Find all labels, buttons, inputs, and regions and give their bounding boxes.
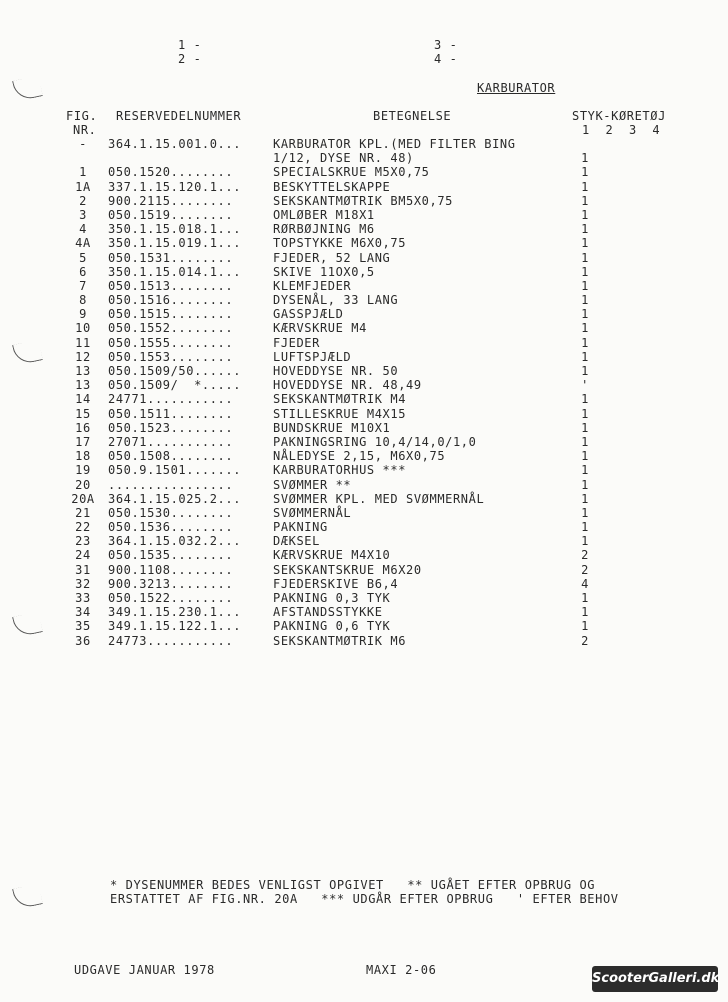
table-row [0, 449, 728, 463]
fig-number: 16 [75, 420, 91, 435]
table-row [0, 208, 728, 222]
part-description: OMLØBER M18X1 [273, 207, 375, 222]
part-number: 050.1536........ [108, 520, 234, 535]
part-description: KÆRVSKRUE M4 [273, 321, 367, 336]
part-quantity: 2 [581, 548, 589, 563]
part-quantity: 1 [581, 151, 589, 166]
table-row [0, 421, 728, 435]
part-quantity: 1 [581, 605, 589, 620]
fig-number: 14 [75, 392, 91, 407]
table-row [0, 307, 728, 321]
table-row [0, 591, 728, 605]
part-description: DYSENÅL, 33 LANG [273, 293, 399, 308]
marker-right-4: 4 - [434, 52, 458, 66]
part-number: 050.1535........ [108, 548, 234, 563]
part-quantity: 1 [581, 293, 589, 308]
part-number: 27071........... [108, 434, 234, 449]
part-description: STILLESKRUE M4X15 [273, 406, 407, 421]
part-description: HOVEDDYSE NR. 50 [273, 364, 399, 378]
part-number: 050.1519........ [108, 207, 234, 222]
fig-number: 32 [75, 576, 91, 591]
table-row [0, 619, 728, 633]
part-quantity: 1 [581, 420, 589, 435]
fig-number: - [79, 137, 87, 151]
part-number: 050.1555........ [108, 335, 234, 350]
part-quantity: 1 [581, 491, 589, 506]
fig-number: 33 [75, 591, 91, 605]
table-row [0, 478, 728, 492]
part-number: 050.1509/ *..... [108, 378, 242, 393]
part-description: BESKYTTELSKAPPE [273, 179, 391, 194]
part-quantity: 1 [581, 349, 589, 364]
part-description: FJEDERSKIVE B6,4 [273, 576, 399, 591]
fig-number: 19 [75, 463, 91, 478]
fig-number: 22 [75, 520, 91, 535]
fig-number: 10 [75, 321, 91, 336]
part-number: 350.1.15.014.1... [108, 264, 242, 279]
fig-number: 24 [75, 548, 91, 563]
part-description: SVØMMER ** [273, 477, 352, 492]
part-number: 050.1552........ [108, 321, 234, 336]
table-row [0, 265, 728, 279]
part-description: GASSPJÆLD [273, 307, 344, 322]
table-row [0, 321, 728, 335]
part-quantity: 1 [581, 364, 589, 378]
table-row [0, 563, 728, 577]
part-description: KÆRVSKRUE M4X10 [273, 548, 391, 563]
table-row [0, 392, 728, 406]
table-row [0, 293, 728, 307]
part-quantity: 1 [581, 250, 589, 265]
part-description: SVØMMERNÅL [273, 505, 352, 520]
part-number: 050.1513........ [108, 278, 234, 293]
part-quantity: 1 [581, 193, 589, 208]
page-title: KARBURATOR [477, 81, 556, 95]
part-description: LUFTSPJÆLD [273, 349, 352, 364]
fig-number: 13 [75, 378, 91, 393]
part-quantity: 1 [581, 179, 589, 194]
part-number: 050.9.1501....... [108, 463, 242, 478]
part-number: 337.1.15.120.1... [108, 179, 242, 194]
fig-number: 20 [75, 477, 91, 492]
table-row [0, 506, 728, 520]
part-quantity: 1 [581, 321, 589, 336]
footnote-line-2: ERSTATTET AF FIG.NR. 20A *** UDGÅR EFTER OPBRUG ' EFTER BEHOV [110, 892, 619, 906]
punch-hole-mark [12, 883, 43, 909]
table-row [0, 251, 728, 265]
table-row [0, 336, 728, 350]
part-number: 050.1511........ [108, 406, 234, 421]
part-quantity: 1 [581, 463, 589, 478]
fig-number: 1A [75, 179, 91, 194]
watermark-logo: ScooterGalleri.dk [592, 966, 718, 992]
part-description: SPECIALSKRUE M5X0,75 [273, 165, 430, 180]
table-row [0, 548, 728, 562]
part-quantity: 1 [581, 165, 589, 180]
part-number: 050.1522........ [108, 591, 234, 605]
part-number: 900.2115........ [108, 193, 234, 208]
table-row [0, 364, 728, 378]
part-number: 900.1108........ [108, 562, 234, 577]
part-number: 349.1.15.122.1... [108, 619, 242, 634]
fig-number: 15 [75, 406, 91, 421]
part-number: 050.1523........ [108, 420, 234, 435]
part-description: KARBURATOR KPL.(MED FILTER BING [273, 137, 516, 151]
part-quantity: 1 [581, 449, 589, 464]
table-row [0, 165, 728, 179]
part-number: 050.1515........ [108, 307, 234, 322]
part-quantity: 1 [581, 505, 589, 520]
part-number: 050.1508........ [108, 449, 234, 464]
fig-number: 12 [75, 349, 91, 364]
fig-number: 36 [75, 633, 91, 648]
header-part-number: RESERVEDELNUMMER [116, 109, 242, 123]
part-quantity: 2 [581, 562, 589, 577]
part-quantity: 4 [581, 576, 589, 591]
part-quantity: 1 [581, 619, 589, 634]
part-description: HOVEDDYSE NR. 48,49 [273, 378, 422, 393]
part-description: SEKSKANTMØTRIK M4 [273, 392, 407, 407]
part-number: 350.1.15.018.1... [108, 222, 242, 237]
part-description: RØRBØJNING M6 [273, 222, 375, 237]
part-quantity: 1 [581, 392, 589, 407]
part-description: PAKNINGSRING 10,4/14,0/1,0 [273, 434, 477, 449]
marker-left-1: 1 - [178, 38, 202, 52]
part-description: KLEMFJEDER [273, 278, 352, 293]
header-vehicle-columns: 1 2 3 4 [582, 123, 661, 137]
table-row [0, 350, 728, 364]
part-number: 050.1520........ [108, 165, 234, 180]
fig-number: 3 [79, 207, 87, 222]
fig-number: 31 [75, 562, 91, 577]
part-description: NÅLEDYSE 2,15, M6X0,75 [273, 449, 446, 464]
part-quantity: 1 [581, 264, 589, 279]
header-fig: FIG. [66, 109, 98, 123]
table-row [0, 194, 728, 208]
fig-number: 4 [79, 222, 87, 237]
fig-number: 13 [75, 364, 91, 378]
table-row [0, 222, 728, 236]
part-quantity: ' [581, 378, 589, 393]
part-description: 1/12, DYSE NR. 48) [273, 151, 414, 166]
table-row [0, 236, 728, 250]
part-quantity: 1 [581, 477, 589, 492]
part-quantity: 1 [581, 434, 589, 449]
fig-number: 23 [75, 534, 91, 549]
table-row [0, 137, 728, 151]
fig-number: 4A [75, 236, 91, 251]
part-quantity: 1 [581, 236, 589, 251]
marker-right-3: 3 - [434, 38, 458, 52]
part-quantity: 1 [581, 335, 589, 350]
fig-number: 35 [75, 619, 91, 634]
part-quantity: 1 [581, 534, 589, 549]
fig-number: 11 [75, 335, 91, 350]
marker-left-2: 2 - [178, 52, 202, 66]
part-number: 050.1531........ [108, 250, 234, 265]
part-quantity: 1 [581, 591, 589, 605]
part-description: SEKSKANTSKRUE M6X20 [273, 562, 422, 577]
part-description: BUNDSKRUE M10X1 [273, 420, 391, 435]
part-number: 364.1.15.032.2... [108, 534, 242, 549]
part-description: SVØMMER KPL. MED SVØMMERNÅL [273, 491, 485, 506]
part-description: SEKSKANTMØTRIK BM5X0,75 [273, 193, 453, 208]
part-quantity: 1 [581, 222, 589, 237]
fig-number: 21 [75, 505, 91, 520]
table-row [0, 378, 728, 392]
header-quantity: STYK-KØRETØJ [572, 109, 666, 123]
part-number: 349.1.15.230.1... [108, 605, 242, 620]
part-number: 364.1.15.001.0... [108, 137, 242, 151]
part-number: 364.1.15.025.2... [108, 491, 242, 506]
part-number: 050.1509/50...... [108, 364, 242, 378]
part-description: FJEDER [273, 335, 320, 350]
table-row [0, 520, 728, 534]
fig-number: 20A [71, 491, 95, 506]
table-row [0, 577, 728, 591]
part-description: SEKSKANTMØTRIK M6 [273, 633, 407, 648]
table-row [0, 180, 728, 194]
fig-number: 9 [79, 307, 87, 322]
table-row [0, 151, 728, 165]
fig-number: 2 [79, 193, 87, 208]
table-row [0, 605, 728, 619]
part-number: ................ [108, 477, 234, 492]
fig-number: 6 [79, 264, 87, 279]
part-quantity: 1 [581, 278, 589, 293]
part-number: 24771........... [108, 392, 234, 407]
table-row [0, 407, 728, 421]
part-quantity: 1 [581, 207, 589, 222]
footer-edition: UDGAVE JANUAR 1978 [74, 963, 215, 977]
parts-table [0, 137, 728, 648]
part-number: 24773........... [108, 633, 234, 648]
fig-number: 8 [79, 293, 87, 308]
table-row [0, 435, 728, 449]
table-row [0, 492, 728, 506]
part-description: FJEDER, 52 LANG [273, 250, 391, 265]
part-number: 350.1.15.019.1... [108, 236, 242, 251]
part-quantity: 1 [581, 520, 589, 535]
table-row [0, 634, 728, 648]
part-description: TOPSTYKKE M6X0,75 [273, 236, 407, 251]
part-quantity: 1 [581, 406, 589, 421]
footer-page-ref: MAXI 2-06 [366, 963, 437, 977]
part-description: PAKNING 0,6 TYK [273, 619, 391, 634]
fig-number: 18 [75, 449, 91, 464]
part-description: PAKNING 0,3 TYK [273, 591, 391, 605]
punch-hole-mark [12, 75, 43, 101]
part-description: AFSTANDSSTYKKE [273, 605, 383, 620]
part-description: PAKNING [273, 520, 328, 535]
fig-number: 7 [79, 278, 87, 293]
fig-number: 17 [75, 434, 91, 449]
part-description: KARBURATORHUS *** [273, 463, 407, 478]
part-description: SKIVE 11OX0,5 [273, 264, 375, 279]
table-row [0, 279, 728, 293]
table-row [0, 534, 728, 548]
part-number: 900.3213........ [108, 576, 234, 591]
part-description: DÆKSEL [273, 534, 320, 549]
part-number: 050.1516........ [108, 293, 234, 308]
part-number: 050.1530........ [108, 505, 234, 520]
table-row [0, 463, 728, 477]
header-nr: NR. [73, 123, 97, 137]
footnote-line-1: * DYSENUMMER BEDES VENLIGST OPGIVET ** UGÅET EFTER OPBRUG OG [110, 878, 596, 892]
header-description: BETEGNELSE [373, 109, 452, 123]
part-quantity: 2 [581, 633, 589, 648]
part-number: 050.1553........ [108, 349, 234, 364]
fig-number: 5 [79, 250, 87, 265]
fig-number: 34 [75, 605, 91, 620]
fig-number: 1 [79, 165, 87, 180]
part-quantity: 1 [581, 307, 589, 322]
